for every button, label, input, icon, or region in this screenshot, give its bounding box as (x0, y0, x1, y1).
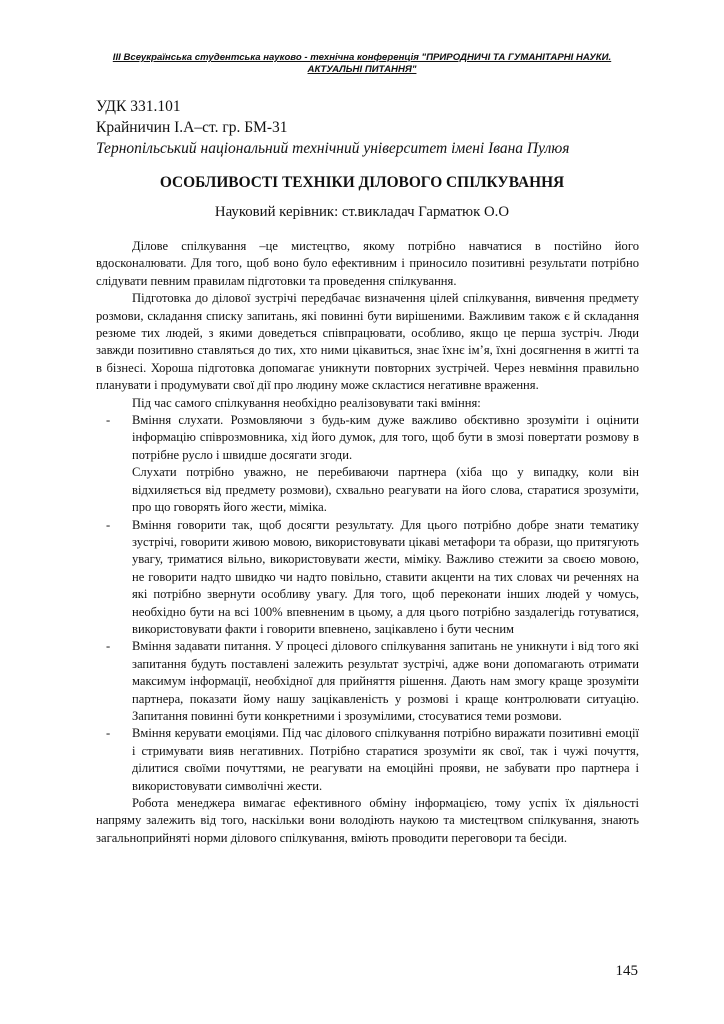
list-item (96, 725, 639, 795)
list-item-text: Вміння говорити так, щоб досягти результату. Для цього потрібно добре знати тематику зустрічі, говорити живою мовою, використовувати цікаві метафори та образи, що притягують увагу, триматися вільно, використовувати жести, міміку. Важливо стежити за своєю мовою, не говорити надто швидко чи надто повільно, ставити акценти на тих словах чи реченнях на які потрібно звернути особливу увагу. Для того, щоб переконати інших людей у чомусь, необхідно бути на всі 100% впевненим в цьому, а для цього потрібно заздалегідь готуватися, використовувати факти і говорити впевнено, зацікавлено і бути чесним (132, 517, 639, 636)
list-item-text: Вміння слухати. Розмовляючи з будь-ким дуже важливо обєктивно зрозуміти і оцінити інформацію співрозмовника, хід його думок, для того, щоб бути в змозі повертати розмову в потрібне русло і швидше досягати згоди. (132, 413, 639, 462)
paragraph-intro: Ділове спілкування –це мистецтво, якому потрібно навчатися в постійно його вдосконалювати. Для того, щоб воно було ефективним і приносило позитивні результати потрібно слідувати певним правилам підготовки та проведення спілкування. (96, 239, 639, 288)
conference-header-line-1: ІІІ Всеукраїнська студентська науково - технічна конференція "ПРИРОДНИЧІ ТА ГУМАНІТАРНІ НАУКИ. (112, 52, 612, 63)
list-dash: - (106, 639, 111, 654)
university-line: Тернопільський національний технічний університет імені Івана Пулюя (96, 140, 570, 157)
list-item (96, 638, 639, 725)
list-item (96, 517, 639, 639)
author-line: Крайничин І.А–ст. гр. БМ-31 (96, 119, 288, 136)
article-body (96, 238, 639, 847)
udk-code: УДК 331.101 (96, 98, 181, 115)
list-item-continuation: Слухати потрібно уважно, не перебиваючи партнера (хіба що у випадку, коли він відхиляється від предмету розмови), схвально реагувати на його слова, старатися зрозуміти, про що говорять його жести, міміка. (132, 465, 639, 515)
skills-list (96, 412, 639, 795)
list-dash: - (106, 517, 111, 532)
list-item-text: Вміння задавати питання. У процесі ділового спілкування запитань не уникнути і від того які запитання будуть поставлені залежить результат зустрічі, адже вони допомагають отримати максимум інформації, необхідної для прийняття рішення. Дають нам змогу краще зрозуміти партнера, показати йому нашу зацікавленість у розмові і краще контролювати ситуацію. Запитання повинні бути конкретними і зрозумілими, стосуватися теми розмови. (132, 639, 639, 723)
list-item-text: Вміння керувати емоціями. Під час ділового спілкування потрібно виражати позитивні емоції і стримувати вияв негативних. Потрібно старатися зрозуміти як свої, так і чужі почуття, ділитися своїми почуттями, не реагувати на емоційні прояви, не забувати про партнера і використовувати символічні жести. (132, 726, 639, 793)
article-meta (96, 96, 569, 159)
article-title: ОСОБЛИВОСТІ ТЕХНІКИ ДІЛОВОГО СПІЛКУВАННЯ (159, 174, 565, 191)
paragraph-skills-lead: Під час самого спілкування необхідно реалізовувати такі вміння: (132, 395, 481, 410)
conference-header-line-2: АКТУАЛЬНІ ПИТАННЯ" (307, 64, 417, 75)
paragraph-preparation: Підготовка до ділової зустрічі передбачає визначення цілей спілкування, вивчення предмету розмови, складання списку запитань, які повинні бути вирішеними. Важливим також є й складання резюме тих людей, з якими доведеться співпрацювати, особливо, якщо це перша зустріч. Люди завжди позитивно ставляться до тих, хто ними цікавиться, знає їхнє ім’я, їхні досягнення в житті та в бізнесі. Хороша підготовка допомагає уникнути повторних зустрічей. Через невміння правильно планувати і продумувати свої дії про людину може скластися негативне враження. (96, 291, 639, 393)
conference-header (96, 52, 628, 76)
list-dash: - (106, 726, 111, 741)
supervisor-line: Науковий керівник: ст.викладач Гарматюк О.О (214, 204, 510, 220)
page-number: 145 (615, 963, 638, 979)
paragraph-closing: Робота менеджера вимагає ефективного обміну інформацією, тому успіх їх діяльності напряму залежить від того, наскільки вони володіють наукою та мистецтвом спілкування, знають загальноприйняті норми ділового спілкування, вміють проводити переговори та бесіди. (96, 796, 639, 845)
list-item (96, 412, 639, 516)
list-dash: - (106, 413, 111, 428)
